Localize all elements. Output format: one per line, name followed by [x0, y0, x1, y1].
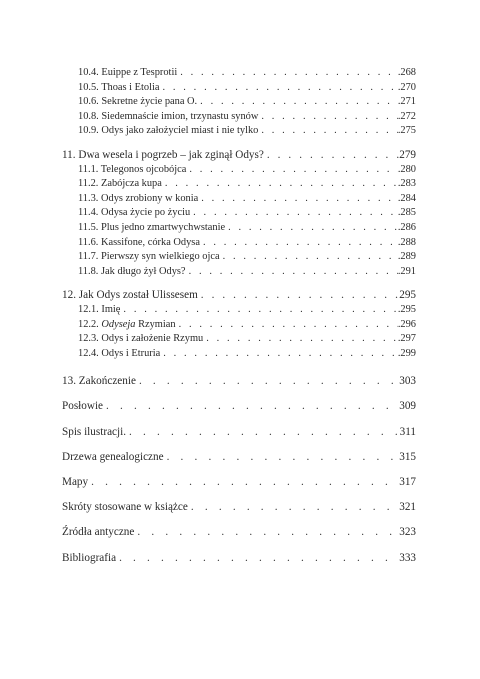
entry-page: .297 [397, 333, 416, 345]
entry-page: 311 [399, 425, 416, 438]
dot-leader [197, 95, 398, 110]
entry-page: 323 [399, 526, 416, 539]
entry-page: .270 [397, 81, 416, 93]
entry-title: 11.1. Telegonos ojcobójca [78, 163, 187, 175]
dot-leader [203, 332, 398, 347]
chapter-page: 279 [399, 148, 416, 161]
toc-entry-11-4[interactable] [62, 206, 416, 221]
chapter-title: 12. Jak Odys został Ulissesem [62, 289, 198, 302]
entry-title: 10.5. Thoas i Etolia [78, 81, 160, 93]
entry-page: 303 [399, 375, 416, 388]
toc-entry-afterword[interactable] [62, 399, 416, 414]
dot-leader [186, 265, 398, 280]
spacer [62, 139, 416, 148]
dot-leader [186, 163, 397, 178]
dot-leader [120, 303, 397, 318]
toc-entry-11-7[interactable] [62, 250, 416, 265]
dot-leader [116, 551, 399, 566]
toc-entry-12-4[interactable] [62, 347, 416, 362]
dot-leader [177, 66, 398, 81]
entry-page: .284 [397, 192, 416, 204]
entry-page: .289 [397, 251, 416, 263]
entry-page: .291 [397, 265, 416, 277]
entry-title: 12.1. Imię [78, 303, 121, 315]
dot-leader [188, 500, 399, 515]
toc-entry-12-3[interactable] [62, 332, 416, 347]
toc-entry-10-4[interactable] [62, 66, 416, 81]
table-of-contents [62, 66, 416, 576]
entry-page: .268 [397, 67, 416, 78]
toc-entry-11-8[interactable] [62, 265, 416, 280]
toc-entry-10-5[interactable] [62, 81, 416, 96]
entry-page: .283 [397, 178, 416, 190]
dot-leader [264, 148, 399, 163]
entry-page: .288 [397, 236, 416, 248]
dot-leader [160, 347, 398, 362]
spacer [62, 361, 416, 374]
dot-leader [134, 525, 399, 540]
entry-page: .286 [397, 221, 416, 233]
toc-entry-11-3[interactable] [62, 192, 416, 207]
toc-entry-maps[interactable] [62, 475, 416, 490]
dot-leader [126, 425, 400, 440]
entry-title: 12.3. Odys i założenie Rzymu [78, 333, 204, 345]
dot-leader [159, 81, 397, 96]
toc-entry-family-trees[interactable] [62, 450, 416, 465]
toc-entry-illustrations[interactable] [62, 425, 416, 440]
toc-chapter-11[interactable] [62, 148, 416, 163]
entry-italic-title: Odyseja [101, 318, 136, 330]
entry-title: Skróty stosowane w książce [62, 501, 188, 514]
entry-title: 11.3. Odys zrobiony w konia [78, 192, 199, 204]
entry-title: 10.8. Siedemnaście imion, trzynastu synów [78, 110, 259, 122]
toc-entry-ancient-sources[interactable] [62, 525, 416, 540]
entry-page: .271 [397, 96, 416, 108]
entry-title: 11.8. Jak długo żył Odys? [78, 265, 186, 277]
dot-leader [164, 450, 400, 465]
toc-chapter-12[interactable] [62, 288, 416, 303]
toc-entry-bibliography[interactable] [62, 551, 416, 566]
entry-page: .295 [397, 303, 416, 315]
entry-title: 11.6. Kassifone, córka Odysa [78, 236, 200, 248]
toc-entry-12-2[interactable] [62, 318, 416, 333]
entry-title: Źródła antyczne [62, 526, 135, 539]
dot-leader [198, 192, 398, 207]
entry-title: 10.9. Odys jako założyciel miast i nie tylko [78, 125, 259, 137]
entry-title: 12.4. Odys i Etruria [78, 347, 161, 359]
dot-leader [162, 177, 398, 192]
entry-page: 309 [399, 400, 416, 413]
toc-entry-abbreviations[interactable] [62, 500, 416, 515]
toc-entry-conclusion[interactable] [62, 374, 416, 389]
entry-title: Drzewa genealogiczne [62, 450, 164, 463]
entry-title: Bibliografia [62, 551, 117, 564]
toc-entry-10-6[interactable] [62, 95, 416, 110]
dot-leader [198, 288, 399, 303]
entry-page: 333 [399, 551, 416, 564]
toc-entry-11-5[interactable] [62, 221, 416, 236]
chapter-page: 295 [399, 289, 416, 302]
dot-leader [88, 475, 399, 490]
entry-page: .280 [397, 163, 416, 175]
toc-entry-10-9[interactable] [62, 124, 416, 139]
entry-title [78, 318, 176, 333]
dot-leader [176, 318, 398, 333]
entry-page: .285 [397, 207, 416, 219]
entry-title: 11.2. Zabójcza kupa [78, 178, 162, 190]
entry-title: 11.7. Pierwszy syn wielkiego ojca [78, 251, 220, 263]
spacer [62, 279, 416, 288]
entry-number: 12.2. [78, 318, 99, 330]
toc-entry-10-8[interactable] [62, 110, 416, 125]
chapter-title: 11. Dwa wesela i pogrzeb – jak zginął Odys? [62, 148, 264, 161]
entry-page: .296 [397, 318, 416, 330]
entry-page: .299 [397, 347, 416, 359]
entry-page: 317 [399, 476, 416, 489]
entry-page: .275 [397, 125, 416, 137]
entry-title: 10.4. Euippe z Tesprotii [78, 67, 178, 78]
entry-title: Posłowie [62, 400, 104, 413]
entry-title: Mapy [62, 476, 89, 489]
dot-leader [103, 399, 399, 414]
entry-title: 13. Zakończenie [62, 375, 136, 388]
toc-entry-11-1[interactable] [62, 163, 416, 178]
dot-leader [220, 250, 398, 265]
entry-page: .272 [397, 110, 416, 122]
entry-title: 10.6. Sekretne życie pana O. [78, 96, 198, 108]
entry-page: 315 [399, 450, 416, 463]
toc-entry-11-6[interactable] [62, 236, 416, 251]
dot-leader [258, 124, 397, 139]
dot-leader [225, 221, 398, 236]
entry-title-rest: Rzymian [138, 318, 176, 330]
dot-leader [200, 236, 398, 251]
toc-entry-11-2[interactable] [62, 177, 416, 192]
entry-title: 11.5. Plus jedno zmartwychwstanie [78, 221, 226, 233]
entry-title: 11.4. Odysa życie po życiu [78, 207, 191, 219]
entry-page: 321 [399, 501, 416, 514]
dot-leader [190, 206, 398, 221]
dot-leader [258, 110, 397, 125]
dot-leader [136, 374, 399, 389]
entry-title: Spis ilustracji. [62, 425, 127, 438]
toc-entry-12-1[interactable] [62, 303, 416, 318]
